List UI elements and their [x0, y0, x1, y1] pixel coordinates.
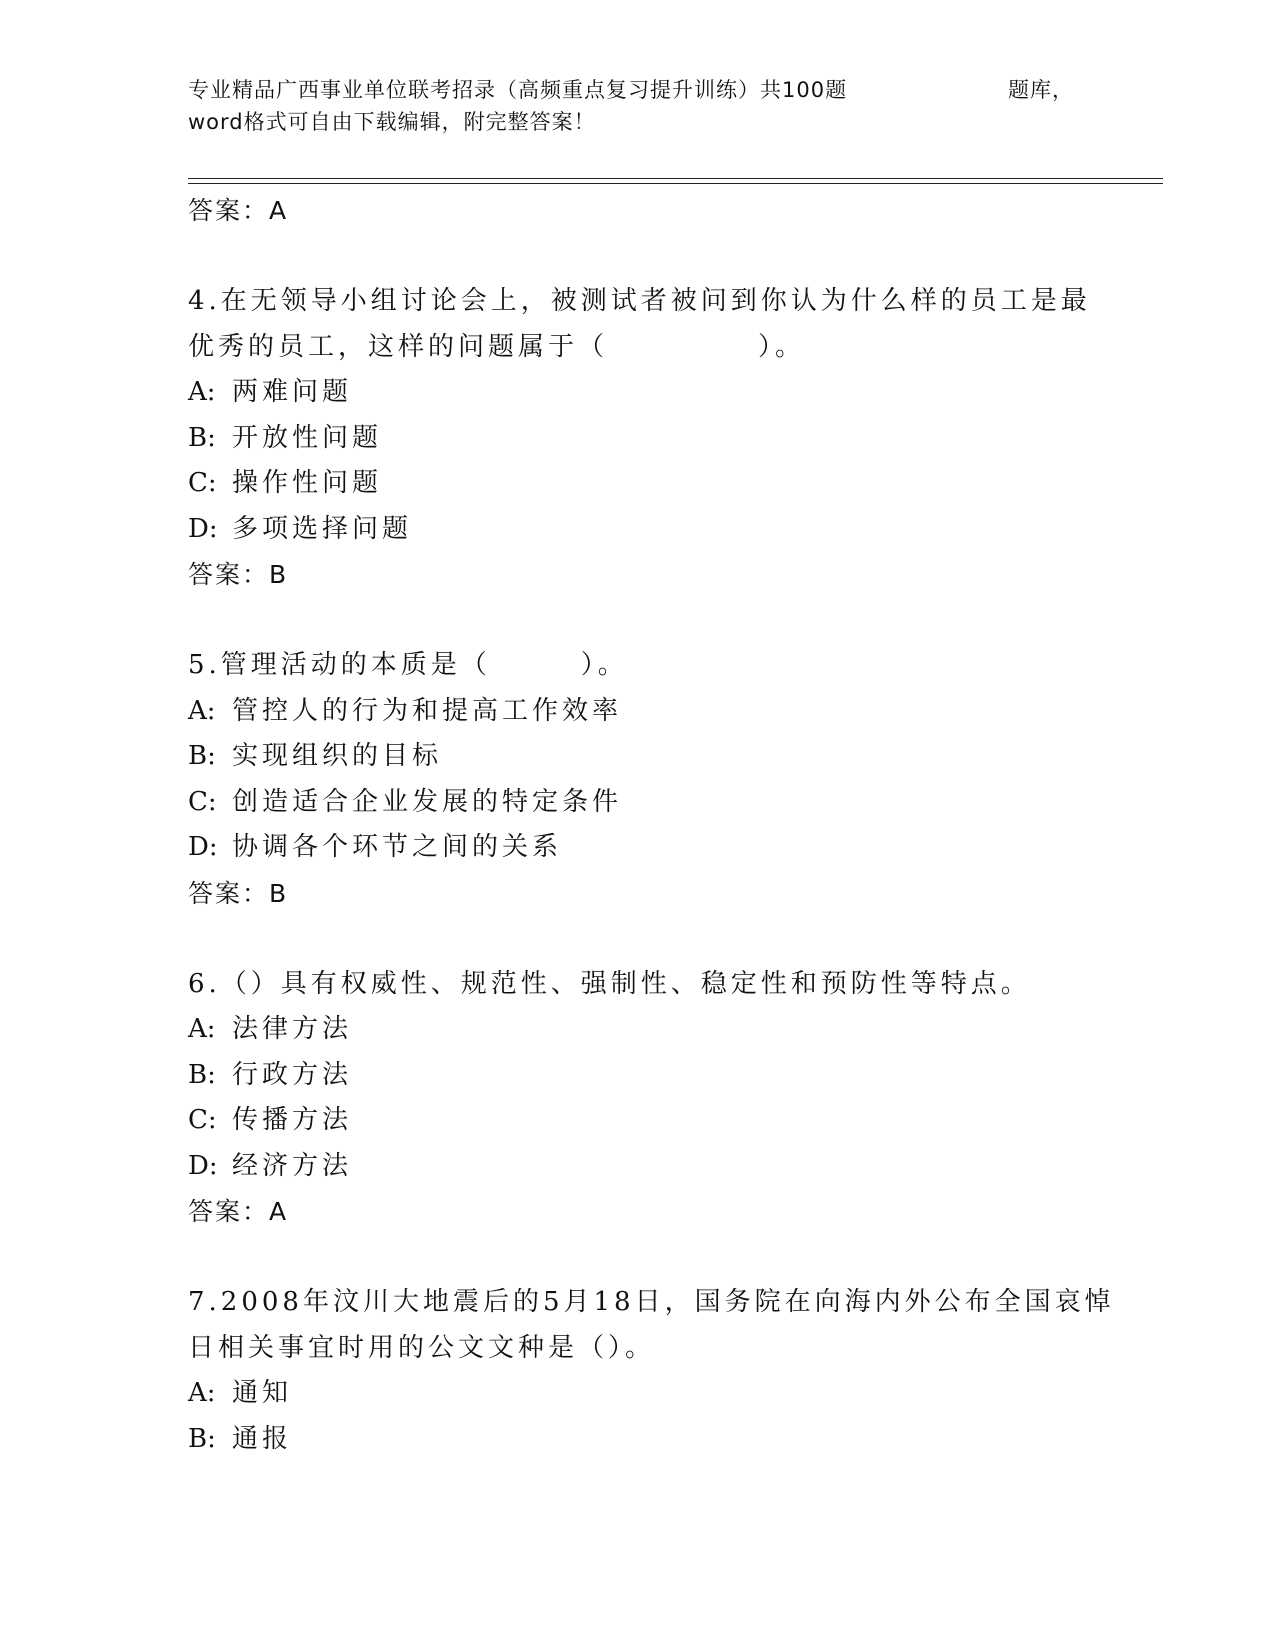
option-letter: D:	[188, 832, 218, 862]
option-text: 多项选择问题	[232, 513, 413, 544]
header-divider	[188, 183, 1163, 184]
page-header	[188, 74, 1078, 138]
header-title: 专业精品广西事业单位联考招录（高频重点复习提升训练）共100题	[188, 78, 848, 102]
option-letter: C:	[188, 468, 217, 498]
option-letter: A:	[188, 695, 216, 726]
answer-line: 答案：B	[188, 878, 289, 908]
question-text: 优秀的员工，这样的问题属于（ ）。	[188, 331, 806, 362]
option-c	[188, 1098, 1148, 1144]
option-text: 管控人的行为和提高工作效率	[232, 695, 623, 726]
option-letter: C:	[188, 1105, 217, 1135]
answer-line: 答案：A	[188, 1197, 289, 1226]
question-text: 6.（）具有权威性、规范性、强制性、稳定性和预防性等特点。	[188, 968, 1031, 999]
option-text: 操作性问题	[232, 468, 383, 498]
option-letter: A:	[188, 377, 216, 407]
option-b	[188, 416, 1148, 462]
question-list	[188, 188, 1148, 1462]
answer-line: 答案：A	[188, 196, 289, 225]
option-letter: D:	[188, 1150, 218, 1181]
option-text: 两难问题	[232, 377, 353, 407]
option-letter: C:	[188, 786, 217, 817]
option-b	[188, 1417, 1148, 1463]
option-d	[188, 507, 1148, 553]
option-c	[188, 461, 1148, 507]
option-letter: B:	[188, 1423, 216, 1454]
option-a	[188, 1007, 1148, 1053]
header-divider	[188, 178, 1163, 179]
spacer	[188, 1235, 1148, 1280]
option-a	[188, 1371, 1148, 1417]
question-block	[188, 279, 1148, 598]
option-letter: B:	[188, 741, 216, 771]
option-a	[188, 370, 1148, 416]
question-text: 日相关事宜时用的公文文种是（）。	[188, 1332, 656, 1363]
option-text: 传播方法	[232, 1105, 353, 1135]
question-text: 5.管理活动的本质是（ ）。	[188, 650, 628, 680]
spacer	[188, 234, 1148, 279]
option-c	[188, 780, 1148, 826]
question-text: 4.在无领导小组讨论会上，被测试者被问到你认为什么样的员工是最	[188, 286, 1091, 316]
option-text: 行政方法	[232, 1059, 353, 1090]
header-line-1	[188, 74, 1078, 106]
option-a	[188, 689, 1148, 735]
answer-line: 答案：B	[188, 560, 289, 589]
option-text: 实现组织的目标	[232, 741, 443, 771]
option-text: 经济方法	[232, 1150, 353, 1181]
question-block	[188, 643, 1148, 917]
question-block	[188, 962, 1148, 1236]
option-letter: B:	[188, 422, 216, 453]
option-d	[188, 825, 1148, 871]
question-text: 7.2008年汶川大地震后的5月18日，国务院在向海内外公布全国哀悼	[188, 1287, 1115, 1317]
option-b	[188, 1053, 1148, 1099]
header-title-suffix: 题库，	[1008, 78, 1074, 102]
option-b	[188, 734, 1148, 780]
option-letter: A:	[188, 1378, 216, 1408]
question-block	[188, 1280, 1148, 1462]
option-text: 创造适合企业发展的特定条件	[232, 786, 623, 817]
spacer	[188, 598, 1148, 643]
option-text: 法律方法	[232, 1014, 353, 1044]
spacer	[188, 917, 1148, 962]
option-d	[188, 1144, 1148, 1190]
header-line-2: word格式可自由下载编辑，附完整答案！	[188, 110, 596, 134]
option-letter: D:	[188, 513, 218, 544]
option-text: 通报	[232, 1423, 293, 1454]
option-text: 协调各个环节之间的关系	[232, 832, 563, 862]
option-letter: A:	[188, 1014, 216, 1044]
option-text: 通知	[232, 1378, 293, 1408]
option-letter: B:	[188, 1059, 216, 1090]
option-text: 开放性问题	[232, 422, 383, 453]
